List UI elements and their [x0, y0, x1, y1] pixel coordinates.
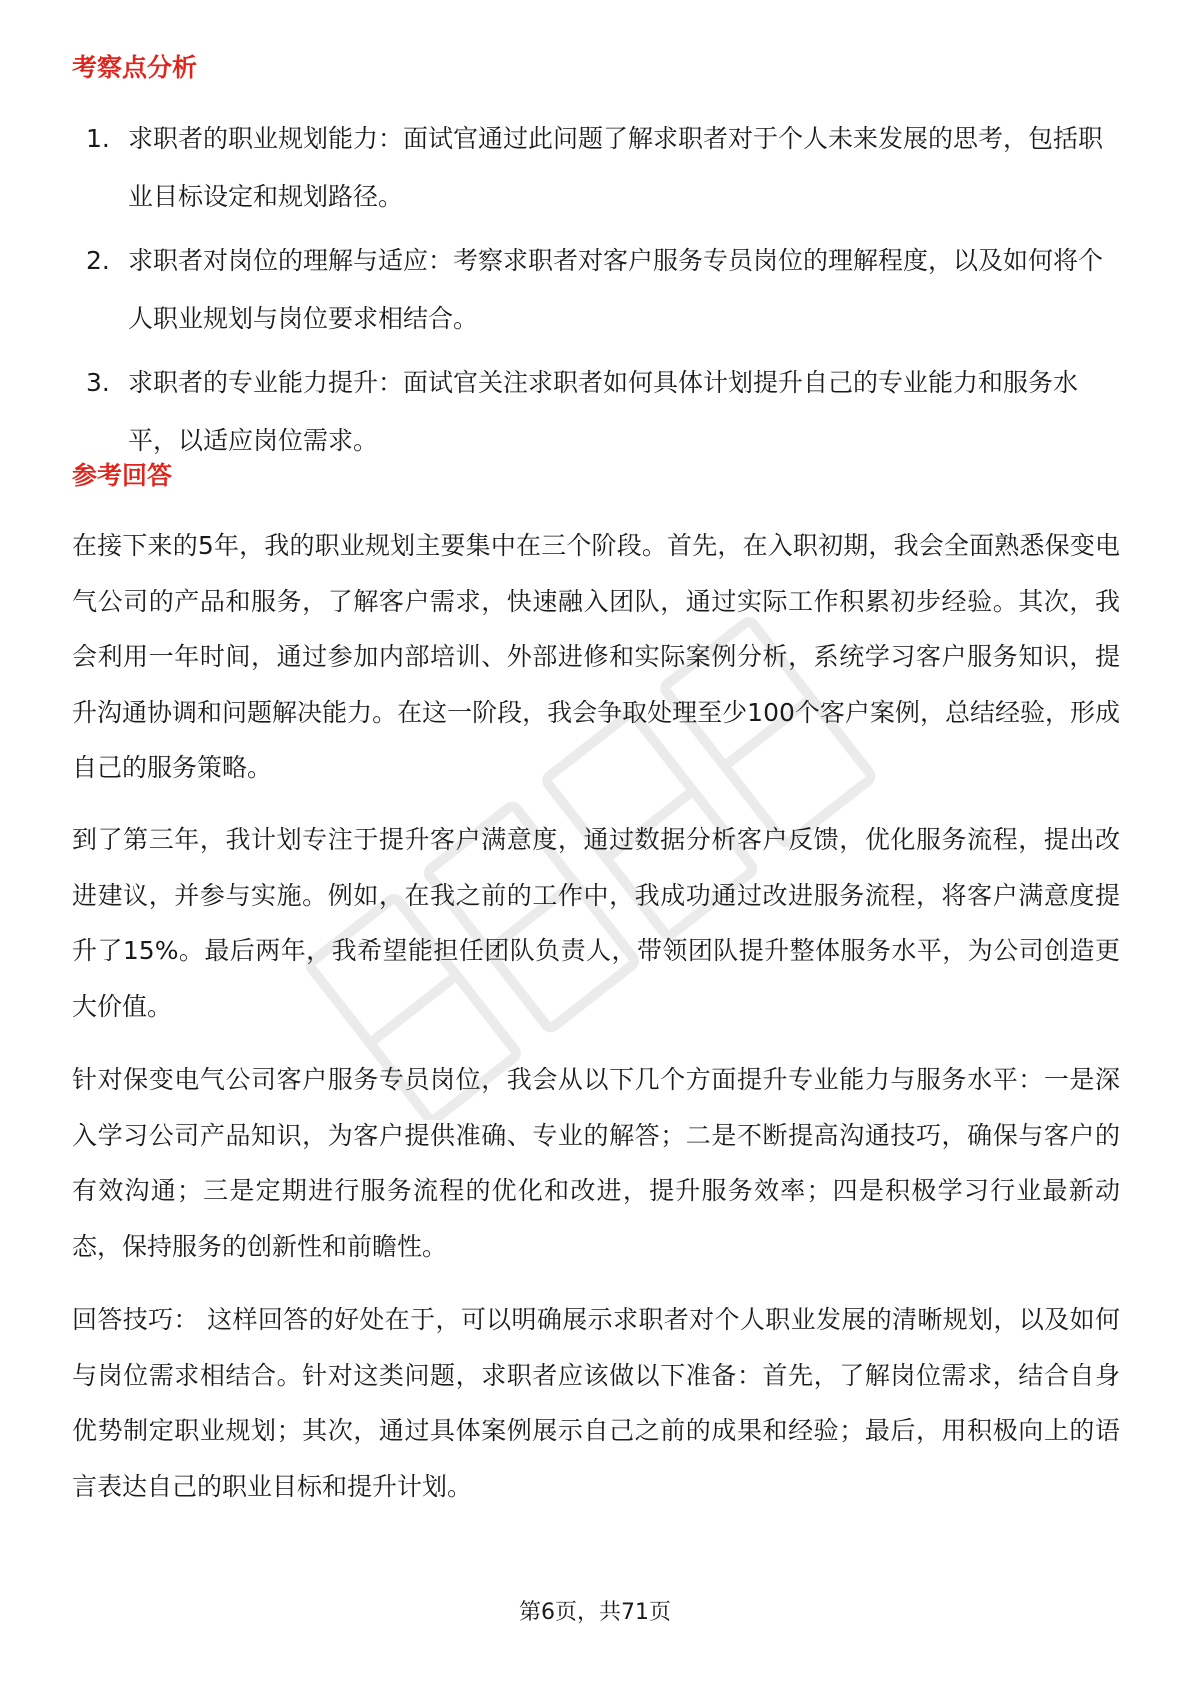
answer-paragraph: 到了第三年，我计划专注于提升客户满意度，通过数据分析客户反馈，优化服务流程，提出改进建议，并参与实施。例如，在我之前的工作中，我成功通过改进服务流程，将客户满意度提升了15%。最后两年，我希望能担任团队负责人，带领团队提升整体服务水平，为公司创造更大价值。	[72, 825, 1120, 1021]
analysis-section-title: 考察点分析	[72, 53, 198, 82]
list-item-number: 2.	[86, 246, 110, 275]
list-item	[86, 232, 1116, 348]
list-item-text: 求职者的专业能力提升：面试官关注求职者如何具体计划提升自己的专业能力和服务水平，以适应岗位需求。	[128, 368, 1079, 455]
list-item-number: 1.	[86, 124, 110, 153]
list-item	[86, 110, 1116, 226]
page-number: 第6页，共71页	[519, 1600, 671, 1625]
list-item-text: 求职者的职业规划能力：面试官通过此问题了解求职者对于个人未来发展的思考，包括职业目标设定和规划路径。	[128, 124, 1104, 211]
answer-section-title: 参考回答	[72, 461, 173, 490]
answer-paragraph: 在接下来的5年，我的职业规划主要集中在三个阶段。首先，在入职初期，我会全面熟悉保变电气公司的产品和服务，了解客户需求，快速融入团队，通过实际工作积累初步经验。其次，我会利用一年时间，通过参加内部培训、外部进修和实际案例分析，系统学习客户服务知识，提升沟通协调和问题解决能力。在这一阶段，我会争取处理至少100个客户案例，总结经验，形成自己的服务策略。	[72, 531, 1120, 782]
list-item	[86, 354, 1116, 470]
answer-tips-paragraph: 回答技巧： 这样回答的好处在于，可以明确展示求职者对个人职业发展的清晰规划，以及如何与岗位需求相结合。针对这类问题，求职者应该做以下准备：首先，了解岗位需求，结合自身优势制定职业规划；其次，通过具体案例展示自己之前的成果和经验；最后，用积极向上的语言表达自己的职业目标和提升计划。	[72, 1305, 1120, 1501]
list-item-number: 3.	[86, 368, 110, 397]
list-item-text: 求职者对岗位的理解与适应：考察求职者对客户服务专员岗位的理解程度，以及如何将个人职业规划与岗位要求相结合。	[128, 246, 1104, 333]
answer-paragraph: 针对保变电气公司客户服务专员岗位，我会从以下几个方面提升专业能力与服务水平：一是深入学习公司产品知识，为客户提供准确、专业的解答；二是不断提高沟通技巧，确保与客户的有效沟通；三是定期进行服务流程的优化和改进，提升服务效率；四是积极学习行业最新动态，保持服务的创新性和前瞻性。	[72, 1065, 1120, 1261]
analysis-list	[86, 110, 1116, 476]
